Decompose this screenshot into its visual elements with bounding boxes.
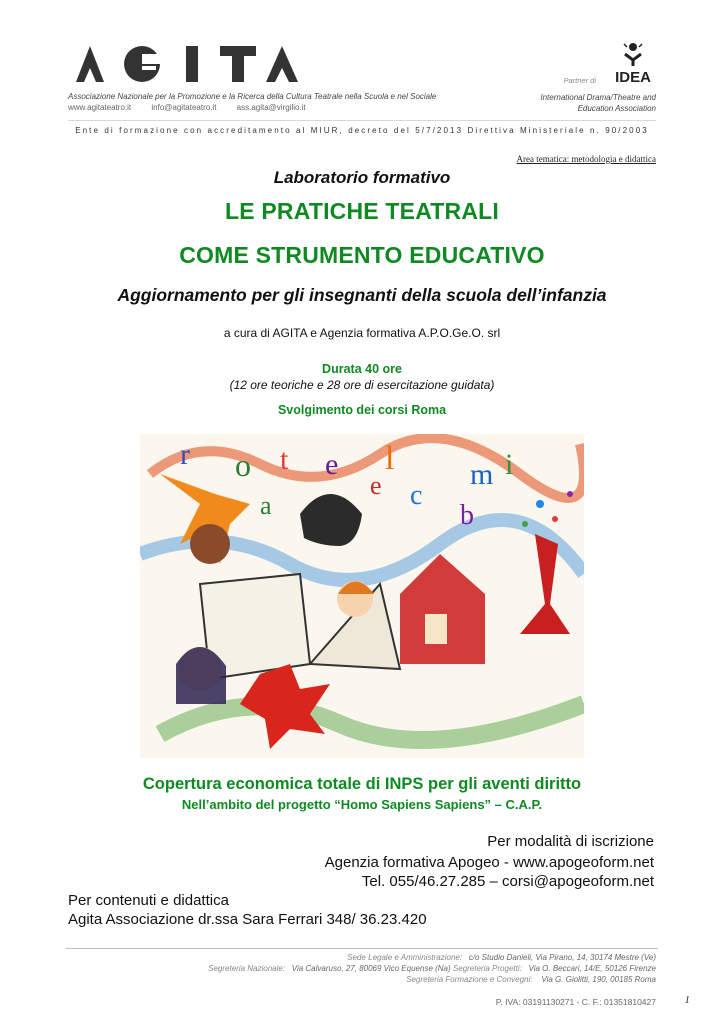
illustration-letter: b xyxy=(460,500,474,531)
partner-desc-line1: International Drama/Theatre and xyxy=(540,93,656,102)
header-divider xyxy=(68,120,656,121)
illustration-letter: m xyxy=(470,458,494,491)
course-location: Svolgimento dei corsi Roma xyxy=(277,403,447,417)
footer-line-2 xyxy=(208,964,656,973)
illustration-letter: o xyxy=(235,447,251,483)
enrollment-agency: Agenzia formativa Apogeo - www.apogeoform.net xyxy=(324,854,654,871)
content-contact: Agita Associazione dr.ssa Sara Ferrari 348/ 36.23.420 xyxy=(68,911,427,928)
content-heading: Per contenuti e didattica xyxy=(68,892,229,909)
lab-title: Laboratorio formativo xyxy=(273,168,451,187)
footer-label: Segreteria Nazionale: xyxy=(208,964,286,973)
hours-detail: (12 ore teoriche e 28 ore di esercitazione guidata) xyxy=(229,378,495,392)
subtitle: Aggiornamento per gli insegnanti della scuola dell’infanzia xyxy=(117,285,607,305)
illustration-letter: l xyxy=(385,440,395,477)
illustration-letter: a xyxy=(260,491,272,520)
contact-links xyxy=(68,103,324,112)
website-link[interactable]: www.agitateatro.it xyxy=(68,103,132,112)
agita-logo xyxy=(72,44,302,84)
idea-logo-text: IDEA xyxy=(615,69,651,86)
partner-description xyxy=(496,92,656,114)
illustration xyxy=(140,434,584,758)
footer-line-3 xyxy=(406,975,656,984)
footer-value: Via G. Giolitti, 190, 00185 Roma xyxy=(541,975,656,984)
footer-label: Segreteria Progetti: xyxy=(452,964,522,973)
enrollment-contact: Tel. 055/46.27.285 – corsi@apogeoform.net xyxy=(361,873,654,890)
partner-label: Partner di xyxy=(563,76,596,85)
footer-line-1 xyxy=(347,953,656,962)
main-title-line1: LE PRATICHE TEATRALI xyxy=(224,198,500,224)
illustration-letter: i xyxy=(505,448,514,481)
illustration-letter: e xyxy=(325,448,339,481)
area-tematica: Area tematica: metodologia e didattica xyxy=(516,154,656,164)
email-link[interactable]: info@agitateatro.it xyxy=(151,103,217,112)
footer-value: c/o Studio Danieli, Via Pirano, 14, 30174 Mestre (Ve) xyxy=(468,953,656,962)
main-title-line2: COME STRUMENTO EDUCATIVO xyxy=(179,242,545,268)
footer-value: Via Calvaruso, 27, 80069 Vico Equense (Na) xyxy=(291,964,451,973)
idea-logo xyxy=(608,40,658,86)
illustration-letter: e xyxy=(370,471,382,500)
association-description: Associazione Nazionale per la Promozione e la Ricerca della Cultura Teatrale nella Scuola e nel Sociale xyxy=(68,92,437,101)
partner-desc-line2: Education Association xyxy=(577,104,656,113)
a-cura-di: a cura di AGITA e Agenzia formativa A.P.O.Ge.O. srl xyxy=(223,326,501,340)
footer-label: Sede Legale e Amministrazione: xyxy=(347,953,463,962)
illustration-letter: r xyxy=(180,438,190,471)
funding-title: Copertura economica totale di INPS per gli aventi diritto xyxy=(142,775,582,793)
email-link-2[interactable]: ass.agita@virgilio.it xyxy=(236,103,306,112)
footer-label: Segreteria Formazione e Convegni: xyxy=(406,975,533,984)
page-number: 1 xyxy=(684,994,690,1006)
footer-value: Via O. Beccari, 14/E, 50126 Firenze xyxy=(528,964,656,973)
illustration-letter: t xyxy=(280,443,289,476)
enrollment-heading: Per modalità di iscrizione xyxy=(487,833,654,850)
accreditation-line: Ente di formazione con accreditamento al MIUR, decreto del 5/7/2013 Direttiva Ministeriale n. 90/2003 xyxy=(75,126,649,135)
footer-divider xyxy=(66,948,658,949)
illustration-letter: c xyxy=(410,480,423,511)
duration: Durata 40 ore xyxy=(322,362,402,376)
vat-number: P. IVA: 03191130271 - C. F.: 01351810427 xyxy=(495,997,656,1007)
funding-project: Nell’ambito del progetto “Homo Sapiens Sapiens” – C.A.P. xyxy=(181,797,543,812)
